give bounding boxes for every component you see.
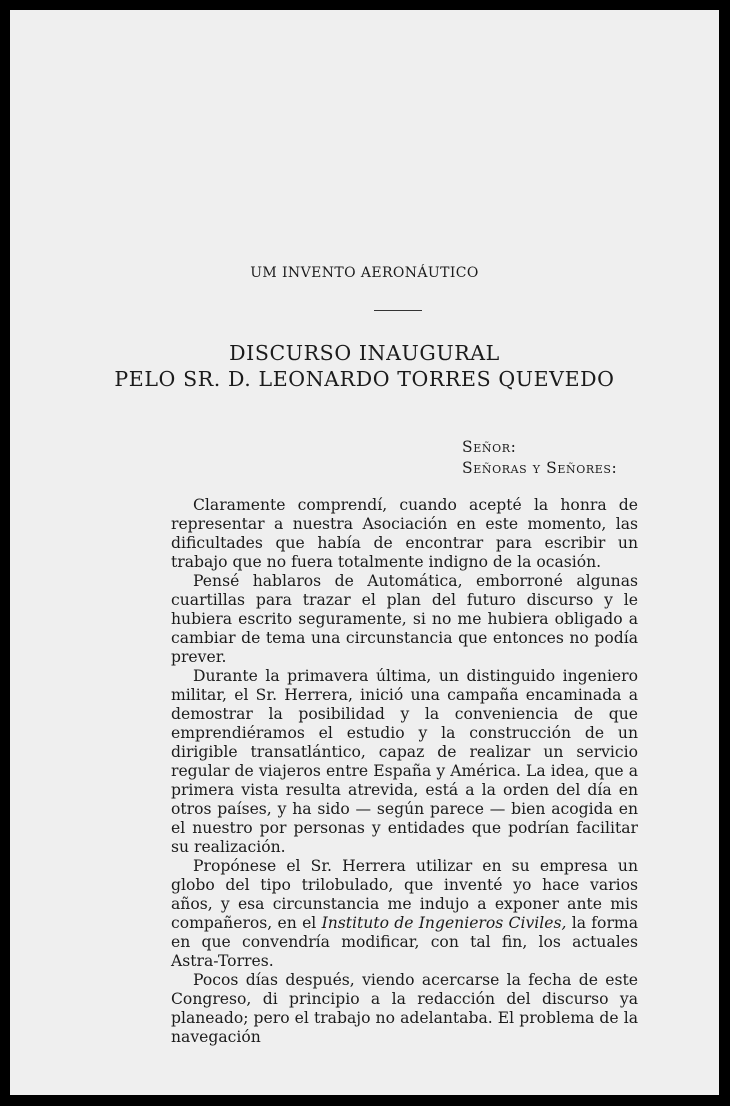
- paragraph-5: Pocos días después, viendo acercarse la fecha de este Congreso, di principio a la redacción del discurso ya planeado; pero el trabajo no adelantaba. El problema de la navegación: [171, 971, 638, 1047]
- paragraph-2: Pensé hablaros de Automática, emborroné algunas cuartillas para trazar el plan del futuro discurso y le hubiera escrito seguramente, si no me hubiera obligado a cambiar de tema una circunstancia que entonces no podía prever.: [171, 572, 638, 667]
- paragraph-1: Claramente comprendí, cuando acepté la honra de representar a nuestra Asociación en este momento, las dificultades que había de encontrar para escribir un trabajo que no fuera totalmente indigno de la ocasión.: [171, 496, 638, 572]
- salutation-line-1: Señor:: [462, 438, 517, 456]
- salutation-line-2: Señoras y Señores:: [462, 459, 618, 477]
- paragraph-3: Durante la primavera última, un distinguido ingeniero militar, el Sr. Herrera, inició una campaña encaminada a demostrar la posibilidad y la conveniencia de que emprendiéramos el estudio y la construcción de un dirigible transatlántico, capaz de realizar un servicio regular de viajeros entre España y América. La idea, que a primera vista resulta atrevida, está a la orden del día en otros países, y ha sido — según parece — bien acogida en el nuestro por personas y entidades que podrían facilitar su realización.: [171, 667, 638, 857]
- document-page: [10, 10, 719, 1095]
- salutation: [462, 437, 617, 479]
- paragraph-4-part-2: la forma en que convendría modificar, con tal fin, los actuales Astra-Torres.: [171, 914, 638, 971]
- speech-title: DISCURSO INAUGURAL: [229, 341, 500, 365]
- divider: [374, 310, 422, 311]
- paragraph-4-part-1: Propónese el Sr. Herrera utilizar en su empresa un globo del tipo trilobulado, que inventé yo hace varios años, y esa circunstancia me indujo a exponer ante mis compañeros, en el: [171, 857, 638, 933]
- body-text: [171, 496, 638, 1047]
- running-head: UM INVENTO AERONÁUTICO: [250, 265, 479, 281]
- speech-author: PELO SR. D. LEONARDO TORRES QUEVEDO: [114, 367, 615, 391]
- paragraph-4: [171, 857, 638, 971]
- institute-name: Instituto de Ingenieros Civiles,: [321, 914, 567, 933]
